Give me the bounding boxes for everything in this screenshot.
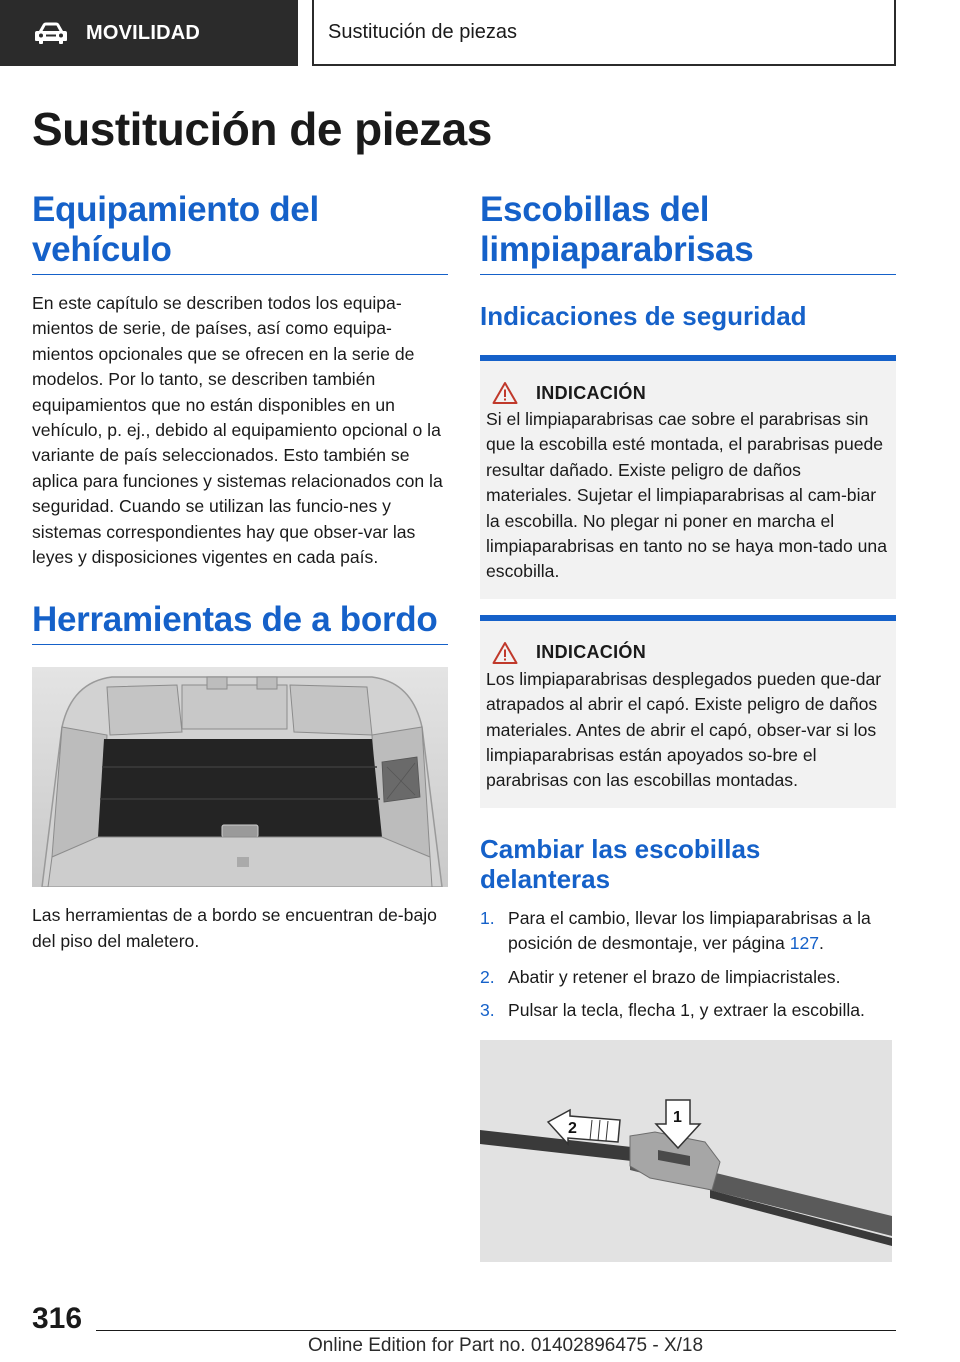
notice-text: Si el limpiaparabrisas cae sobre el parabrisas sin que la escobilla esté montada, el parabrisas puede resultar dañado. Existe peligro de daños materiales. Sujetar el limpiaparabrisas al cam-biar la escobilla. No plegar ni poner en marcha el limpiaparabrisas en tanto no se haya mon-tado una escobilla. bbox=[486, 409, 887, 582]
wiper-heading: Escobillas del limpiaparabrisas bbox=[480, 190, 896, 275]
svg-text:2: 2 bbox=[568, 1119, 577, 1137]
safety-heading: Indicaciones de seguridad bbox=[480, 301, 807, 331]
list-item bbox=[480, 906, 896, 957]
page-title: Sustitución de piezas bbox=[32, 103, 492, 155]
change-wiper-heading: Cambiar las escobillas delanteras bbox=[480, 833, 761, 894]
equipment-text: En este capítulo se describen todos los equipa-mientos de serie, de países, así como equipa-mientos opcionales que se ofrecen en la serie de modelos. Por lo tanto, se describen también equipamientos que no están disponibles en un vehículo, p. ej., debido al equipamiento opcional o la variante de país seleccionados. Esto también se aplica para funciones y sistemas relacionados con la seguridad. Cuando se utilizan las funcio-nes y sistemas correspondientes hay que obser-var las leyes y disposiciones vigentes en cada país. bbox=[32, 293, 443, 568]
car-icon bbox=[34, 21, 68, 45]
section-tab[interactable] bbox=[312, 0, 896, 66]
warning-triangle-icon bbox=[492, 381, 518, 405]
list-item bbox=[480, 998, 896, 1023]
notice-box-1 bbox=[480, 355, 896, 599]
notice-title: INDICACIÓN bbox=[536, 382, 646, 403]
notice-box-2 bbox=[480, 615, 896, 808]
footer-divider bbox=[96, 1330, 896, 1331]
page-link[interactable]: 127 bbox=[789, 933, 820, 954]
chapter-label: MOVILIDAD bbox=[86, 21, 201, 44]
warning-triangle-icon bbox=[492, 641, 518, 665]
step-number: 2. bbox=[480, 966, 495, 987]
step-number: 3. bbox=[480, 1000, 495, 1021]
step-number: 1. bbox=[480, 907, 495, 928]
step-text: Abatir y retener el brazo de limpiacristales. bbox=[508, 966, 841, 987]
step-text: Para el cambio, llevar los limpiaparabrisas a la posición de desmontaje, ver página 127. bbox=[508, 907, 871, 954]
section-label: Sustitución de piezas bbox=[328, 20, 518, 43]
page-number: 316 bbox=[32, 1302, 83, 1335]
tools-text: Las herramientas de a bordo se encuentran de-bajo del piso del maletero. bbox=[32, 905, 437, 951]
equipment-heading: Equipamiento del vehículo bbox=[32, 190, 448, 275]
tools-heading: Herramientas de a bordo bbox=[32, 600, 448, 645]
wiper-blade-image bbox=[480, 1040, 892, 1262]
right-column bbox=[480, 190, 896, 1262]
left-column bbox=[32, 190, 448, 954]
trunk-image bbox=[32, 667, 448, 887]
chapter-tab[interactable] bbox=[0, 0, 298, 66]
steps-list bbox=[480, 906, 896, 1024]
step-text: Pulsar la tecla, flecha 1, y extraer la escobilla. bbox=[508, 1000, 865, 1021]
notice-text: Los limpiaparabrisas desplegados pueden que-dar atrapados al abrir el capó. Existe peligro de daños materiales. Antes de abrir el capó, obser-var si los limpiaparabrisas están apoyados so-bre el parabrisas con las escobillas montadas. bbox=[486, 668, 882, 791]
edition-text: Online Edition for Part no. 01402896475 - X/18 bbox=[308, 1335, 704, 1356]
notice-title: INDICACIÓN bbox=[536, 642, 646, 663]
svg-text:1: 1 bbox=[673, 1108, 682, 1126]
page-header bbox=[0, 0, 960, 66]
list-item bbox=[480, 965, 896, 990]
